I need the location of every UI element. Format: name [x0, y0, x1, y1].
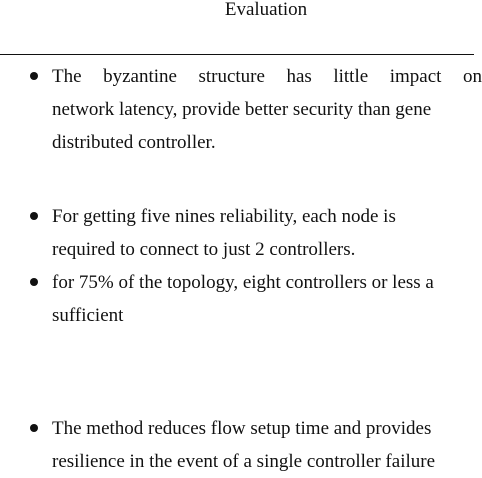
bullet-icon — [30, 72, 38, 80]
list-item — [0, 60, 482, 160]
list-item — [0, 200, 474, 266]
word: on — [462, 66, 482, 87]
header-rule — [0, 54, 474, 55]
bullet-icon — [30, 212, 38, 220]
entry-line: distributed controller. — [52, 132, 216, 153]
word: has — [286, 66, 312, 87]
entry-line: sufficient — [52, 305, 124, 326]
entry-line: required to connect to just 2 controllers. — [52, 239, 356, 260]
entry-line — [52, 60, 482, 93]
entry-line: For getting five nines reliability, each node is — [52, 206, 396, 227]
entry-line: The method reduces flow setup time and provides — [52, 418, 432, 439]
bullet-icon — [30, 278, 38, 286]
bullet-icon — [30, 424, 38, 432]
entry-line: for 75% of the topology, eight controllers or less a — [52, 272, 434, 293]
list-item — [0, 266, 474, 332]
word: The — [52, 66, 82, 87]
entry-line: resilience in the event of a single controller failure — [52, 451, 436, 472]
word: structure — [198, 66, 265, 87]
word: impact — [389, 66, 442, 87]
word: little — [333, 66, 369, 87]
table-header-evaluation: Evaluation — [224, 0, 308, 20]
word: byzantine — [103, 66, 177, 87]
list-item — [0, 412, 474, 474]
entry-line: network latency, provide better security than gene — [52, 99, 432, 120]
